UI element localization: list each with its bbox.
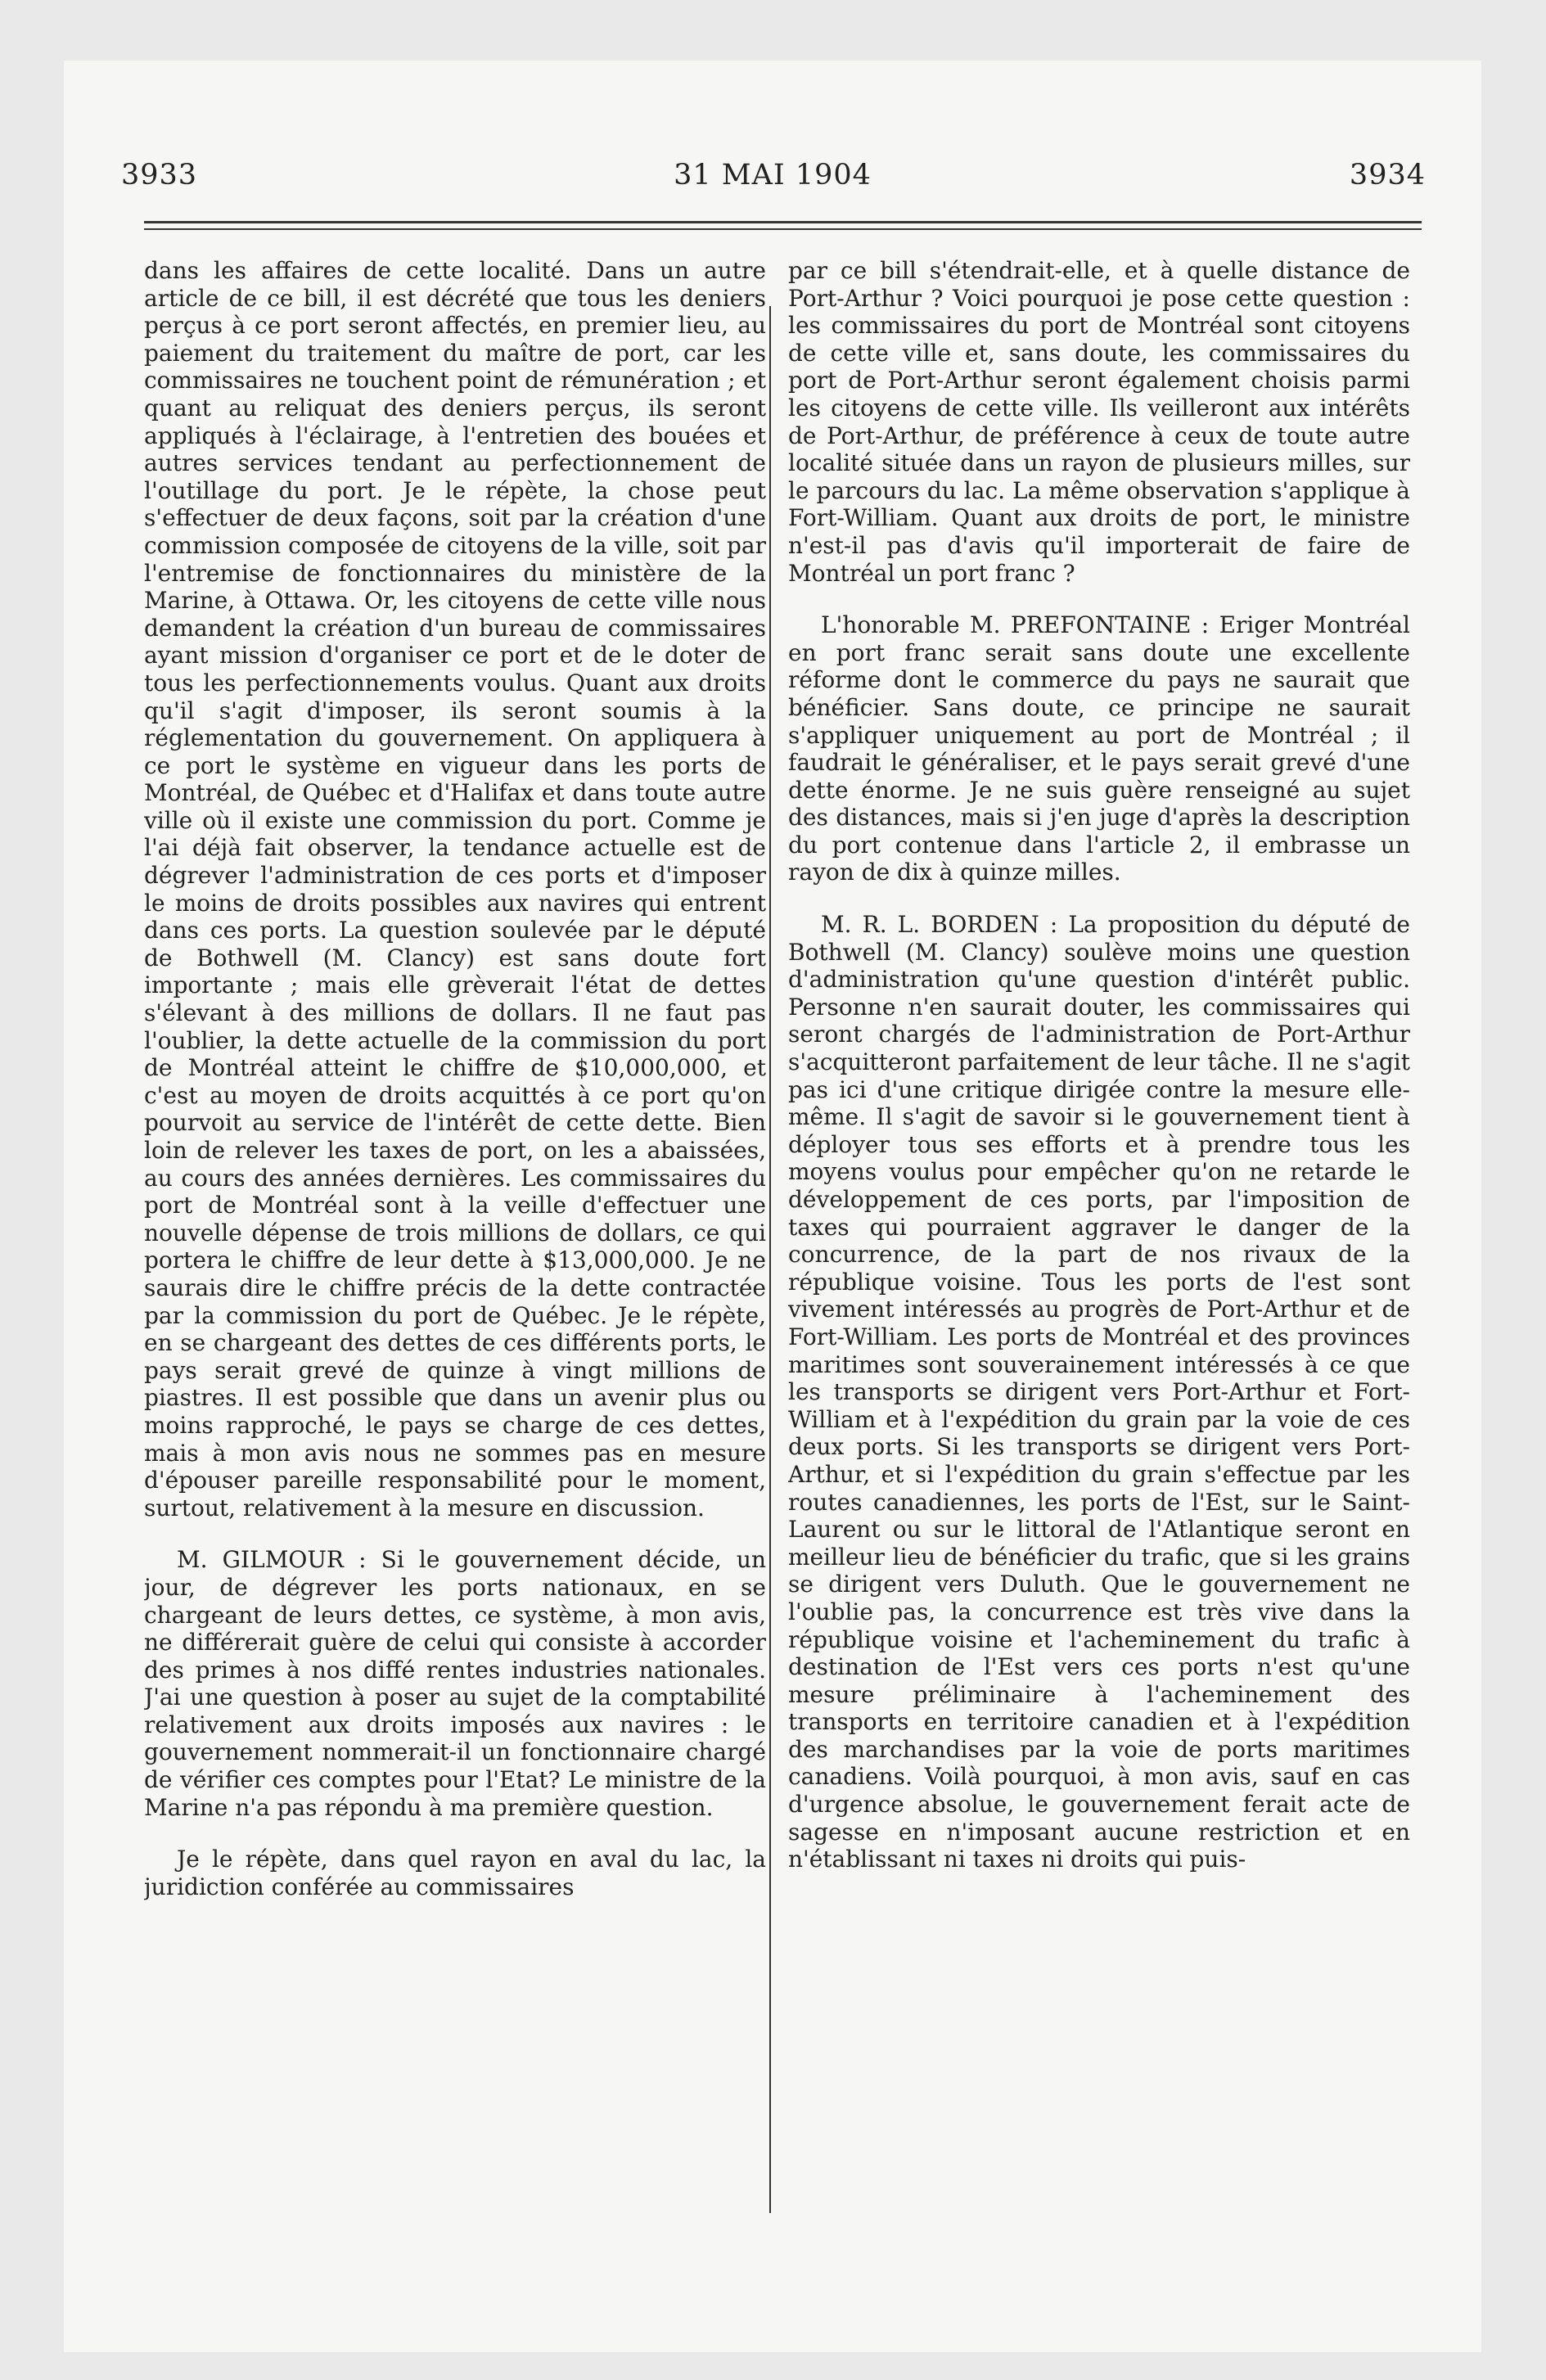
paragraph: Je le répète, dans quel rayon en aval du lac, la juridiction conférée au commissaires [144,1846,766,1900]
paragraph: M. R. L. BORDEN : La proposition du député de Bothwell (M. Clancy) soulève moins une question d'administration qu'une question d'intérêt public. Personne n'en saurait douter, les commissaires qui seront chargés de l'administration de Port-Arthur s'acquitteront parfaitement de leur tâche. Il ne s'agit pas ici d'une critique dirigée contre la mesure elle-même. Il s'agit de savoir si le gouvernement tient à déployer tous ses efforts et à prendre tous les moyens voulus pour empêcher qu'on ne retarde le développement de ces ports, par l'imposition de taxes qui pourraient aggraver le danger de la concurrence, de la part de nos rivaux de la république voisine. Tous les ports de l'est sont vivement intéressés au progrès de Port-Arthur et de Fort-William. Les ports de Montréal et des provinces maritimes sont souverainement intéressés à ce que les transports se dirigent vers Port-Arthur et Fort-William et à l'expédition du grain par la voie de ces deux ports. Si les transports se dirigent vers Port-Arthur, et si l'expédition du grain s'effectue par les routes canadiennes, les ports de l'Est, sur le Saint-Laurent ou sur le littoral de l'Atlantique seront en meilleur lieu de bénéficier du trafic, que si les grains se dirigent vers Duluth. Que le gouvernement ne l'oublie pas, la concurrence est très vive dans la république voisine et l'acheminement du trafic à destination de l'Est vers ces ports n'est qu'une mesure préliminaire à l'acheminement des transports en territoire canadien et à l'expédition des marchandises par la voie de ports maritimes canadiens. Voilà pourquoi, à mon avis, sauf en cas d'urgence absolue, le gouvernement ferait acte de sagesse en n'imposant aucune restriction et en n'établissant ni taxes ni droits qui puis- [788,911,1410,1873]
page-date: 31 MAI 1904 [674,159,872,192]
right-column [788,257,1410,2221]
scanned-page [64,61,1481,2352]
header-rule [144,221,1422,223]
paragraph: M. GILMOUR : Si le gouvernement décide, un jour, de dégrever les ports nationaux, en se chargeant de leurs dettes, ce système, à mon avis, ne différerait guère de celui qui consiste à accorder des primes à nos diffé rentes industries nationales. J'ai une question à poser au sujet de la comptabilité relativement aux droits imposés aux navires : le gouvernement nommerait-il un fonctionnaire chargé de vérifier ces comptes pour l'Etat? Le ministre de la Marine n'a pas répondu à ma première question. [144,1546,766,1821]
column-divider [769,306,771,2213]
left-column [144,257,766,2221]
left-page-number: 3933 [121,159,198,192]
header-rule-secondary [144,228,1422,230]
paragraph: par ce bill s'étendrait-elle, et à quelle distance de Port-Arthur ? Voici pourquoi je pose cette question : les commissaires du port de Montréal sont citoyens de cette ville et, sans doute, les commissaires du port de Port-Arthur seront également choisis parmi les citoyens de cette ville. Ils veilleront aux intérêts de Port-Arthur, de préférence à ceux de toute autre localité située dans un rayon de plusieurs milles, sur le parcours du lac. La même observation s'applique à Fort-William. Quant aux droits de port, le ministre n'est-il pas d'avis qu'il importerait de faire de Montréal un port franc ? [788,257,1410,587]
paragraph: dans les affaires de cette localité. Dans un autre article de ce bill, il est décrété que tous les deniers perçus à ce port seront affectés, en premier lieu, au paiement du traitement du maître de port, car les commissaires ne touchent point de rémunération ; et quant au reliquat des deniers perçus, ils seront appliqués à l'éclairage, à l'entretien des bouées et autres services tendant au perfectionnement de l'outillage du port. Je le répète, la chose peut s'effectuer de deux façons, soit par la création d'une commission composée de citoyens de la ville, soit par l'entremise de fonctionnaires du ministère de la Marine, à Ottawa. Or, les citoyens de cette ville nous demandent la création d'un bureau de commissaires ayant mission d'organiser ce port et de le doter de tous les perfectionnements voulus. Quant aux droits qu'il s'agit d'imposer, ils seront soumis à la réglementation du gouvernement. On appliquera à ce port le système en vigueur dans les ports de Montréal, de Québec et d'Halifax et dans toute autre ville où il existe une commission du port. Comme je l'ai déjà fait observer, la tendance actuelle est de dégrever l'administration de ces ports et d'imposer le moins de droits possibles aux navires qui entrent dans ces ports. La question soulevée par le député de Bothwell (M. Clancy) est sans doute fort importante ; mais elle grèverait l'état de dettes s'élevant à des millions de dollars. Il ne faut pas l'oublier, la dette actuelle de la commission du port de Montréal atteint le chiffre de $10,000,000, et c'est au moyen de droits acquittés à ce port qu'on pourvoit au service de l'intérêt de cette dette. Bien loin de relever les taxes de port, on les a abaissées, au cours des années dernières. Les commissaires du port de Montréal sont à la veille d'effectuer une nouvelle dépense de trois millions de dollars, ce qui portera le chiffre de leur dette à $13,000,000. Je ne saurais dire le chiffre précis de la dette contractée par la commission du port de Québec. Je le répète, en se chargeant des dettes de ces différents ports, le pays serait grevé de quinze à vingt millions de piastres. Il est possible que dans un avenir plus ou moins rapproché, le pays se charge de ces dettes, mais à mon avis nous ne sommes pas en mesure d'épouser pareille responsabilité pour le moment, surtout, relativement à la mesure en discussion. [144,257,766,1521]
right-page-number: 3934 [1349,159,1426,192]
paragraph: L'honorable M. PREFONTAINE : Eriger Montréal en port franc serait sans doute une excellente réforme dont le commerce du pays ne saurait que bénéficier. Sans doute, ce principe ne saurait s'appliquer uniquement au port de Montréal ; il faudrait le généraliser, et le pays serait grevé d'une dette énorme. Je ne suis guère renseigné au sujet des distances, mais si j'en juge d'après la description du port contenue dans l'article 2, il embrasse un rayon de dix à quinze milles. [788,611,1410,886]
